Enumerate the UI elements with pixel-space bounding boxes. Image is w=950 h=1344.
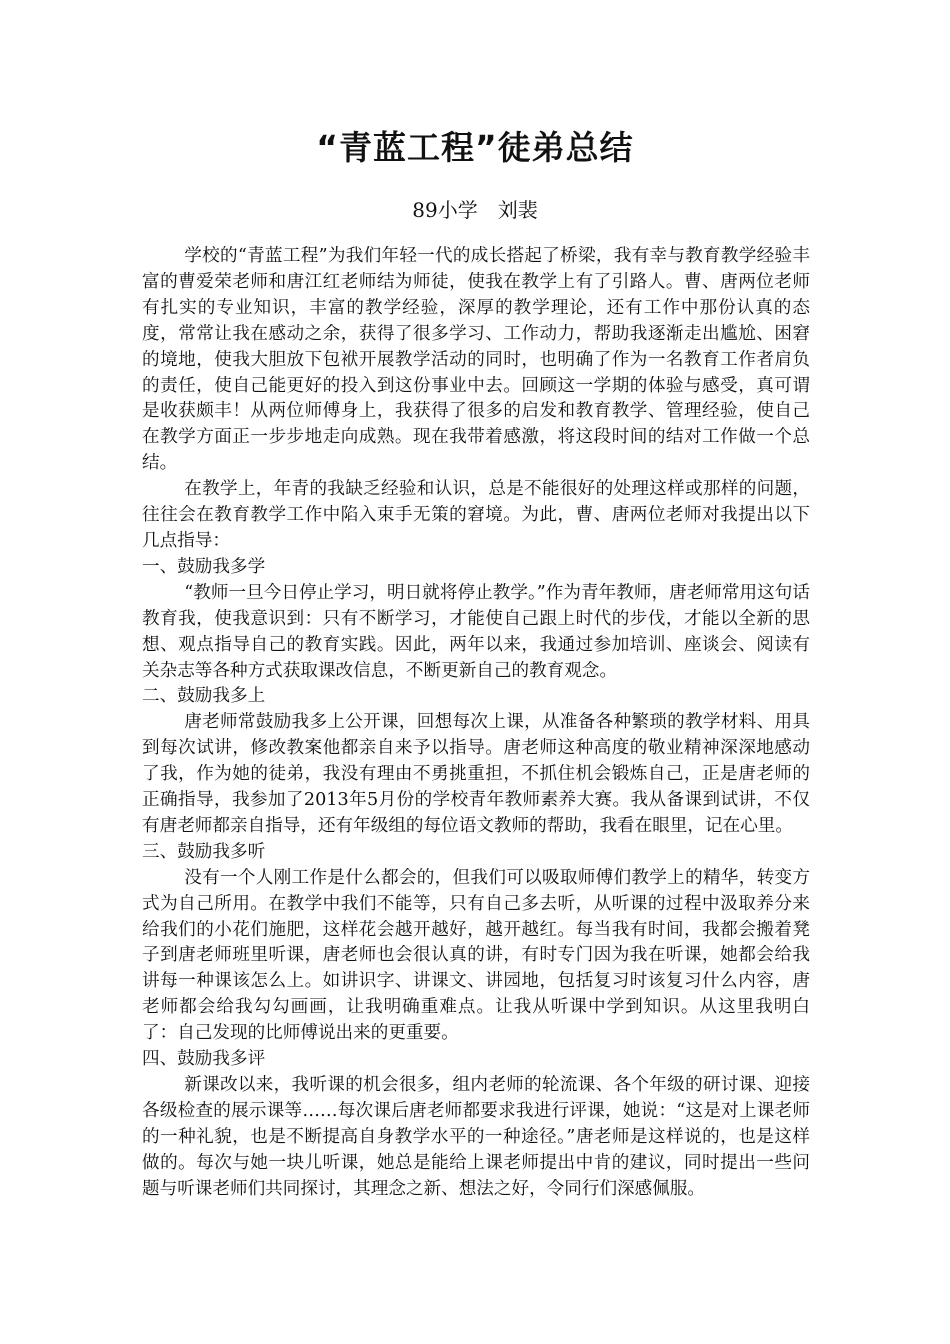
paragraph-guidance: 在教学上，年青的我缺乏经验和认识，总是不能很好的处理这样或那样的问题，往往会在教育教学工作中陷入束手无策的窘境。为此，曹、唐两位老师对我提出以下几点指导： [142,479,810,551]
paragraph-intro: 学校的“青蓝工程”为我们年轻一代的成长搭起了桥梁，我有幸与教育教学经验丰富的曹爱荣老师和唐江红老师结为师徒，使我在教学上有了引路人。曹、唐两位老师有扎实的专业知识，丰富的教学经验，深厚的教学理论，还有工作中那份认真的态度，常常让我在感动之余，获得了很多学习、工作动力，帮助我逐渐走出尴尬、困窘的境地，使我大胆放下包袱开展教学活动的同时，也明确了作为一名教育工作者肩负的责任，使自己能更好的投入到这份事业中去。回顾这一学期的体验与感受，真可谓是收获颇丰！从两位师傅身上，我获得了很多的启发和教育教学、管理经验，使自己在教学方面正一步步地走向成熟。现在我带着感激，将这段时间的结对工作做一个总结。 [142,246,810,474]
document-body [142,244,810,1203]
paragraph-listen: 没有一个人刚工作是什么都会的，但我们可以吸取师傅们教学上的精华，转变方式为自己所用。在教学中我们不能等，只有自己多去听，从听课的过程中汲取养分来给我们的小花们施肥，这样花会越开越好，越开越红。每当我有时间，我都会搬着凳子到唐老师班里听课，唐老师也会很认真的讲，有时专门因为我在听课，她都会给我讲每一种课该怎么上。如讲识字、讲课文、讲园地，包括复习时该复习什么内容，唐老师都会给我勾勾画画，让我明确重难点。让我从听课中学到知识。从这里我明白了：自己发现的比师傅说出来的更重要。 [142,867,810,1044]
paragraph-learn: “教师一旦今日停止学习，明日就将停止教学。”作为青年教师，唐老师常用这句话教育我，使我意识到：只有不断学习，才能使自己跟上时代的步伐，才能以全新的思想、观点指导自己的教育实践。因此，两年以来，我通过参加培训、座谈会、阅读有关杂志等各种方式获取课改信息，不断更新自己的教育观念。 [142,582,810,681]
author-line: 89小学 刘裴 [412,198,538,222]
section-heading-listen: 三、鼓励我多听 [142,841,266,862]
paragraph-evaluate: 新课改以来，我听课的机会很多，组内老师的轮流课、各个年级的研讨课、迎接各级检查的展示课等……每次课后唐老师都要求我进行评课，她说：“这是对上课老师的一种礼貌，也是不断提高自身教学水平的一种途径。”唐老师是这样说的，也是这样做的。每次与她一块儿听课，她总是能给上课老师提出中肯的建议，同时提出一些问题与听课老师们共同探讨，其理念之新、想法之好，令同行们深感佩服。 [142,1075,810,1199]
document-title: “青蓝工程”徒弟总结 [316,128,634,167]
section-heading-learn: 一、鼓励我多学 [142,556,266,577]
section-heading-evaluate: 四、鼓励我多评 [142,1049,266,1070]
section-heading-teach: 二、鼓励我多上 [142,686,266,707]
paragraph-teach: 唐老师常鼓励我多上公开课，回想每次上课，从准备各种繁琐的教学材料、用具到每次试讲，修改教案他都亲自来予以指导。唐老师这种高度的敬业精神深深地感动了我，作为她的徒弟，我没有理由不勇挑重担，不抓住机会锻炼自己，正是唐老师的正确指导，我参加了2013年5月份的学校青年教师素养大赛。我从备课到试讲，不仅有唐老师都亲自指导，还有年级组的每位语文教师的帮助，我看在眼里，记在心里。 [142,712,810,836]
